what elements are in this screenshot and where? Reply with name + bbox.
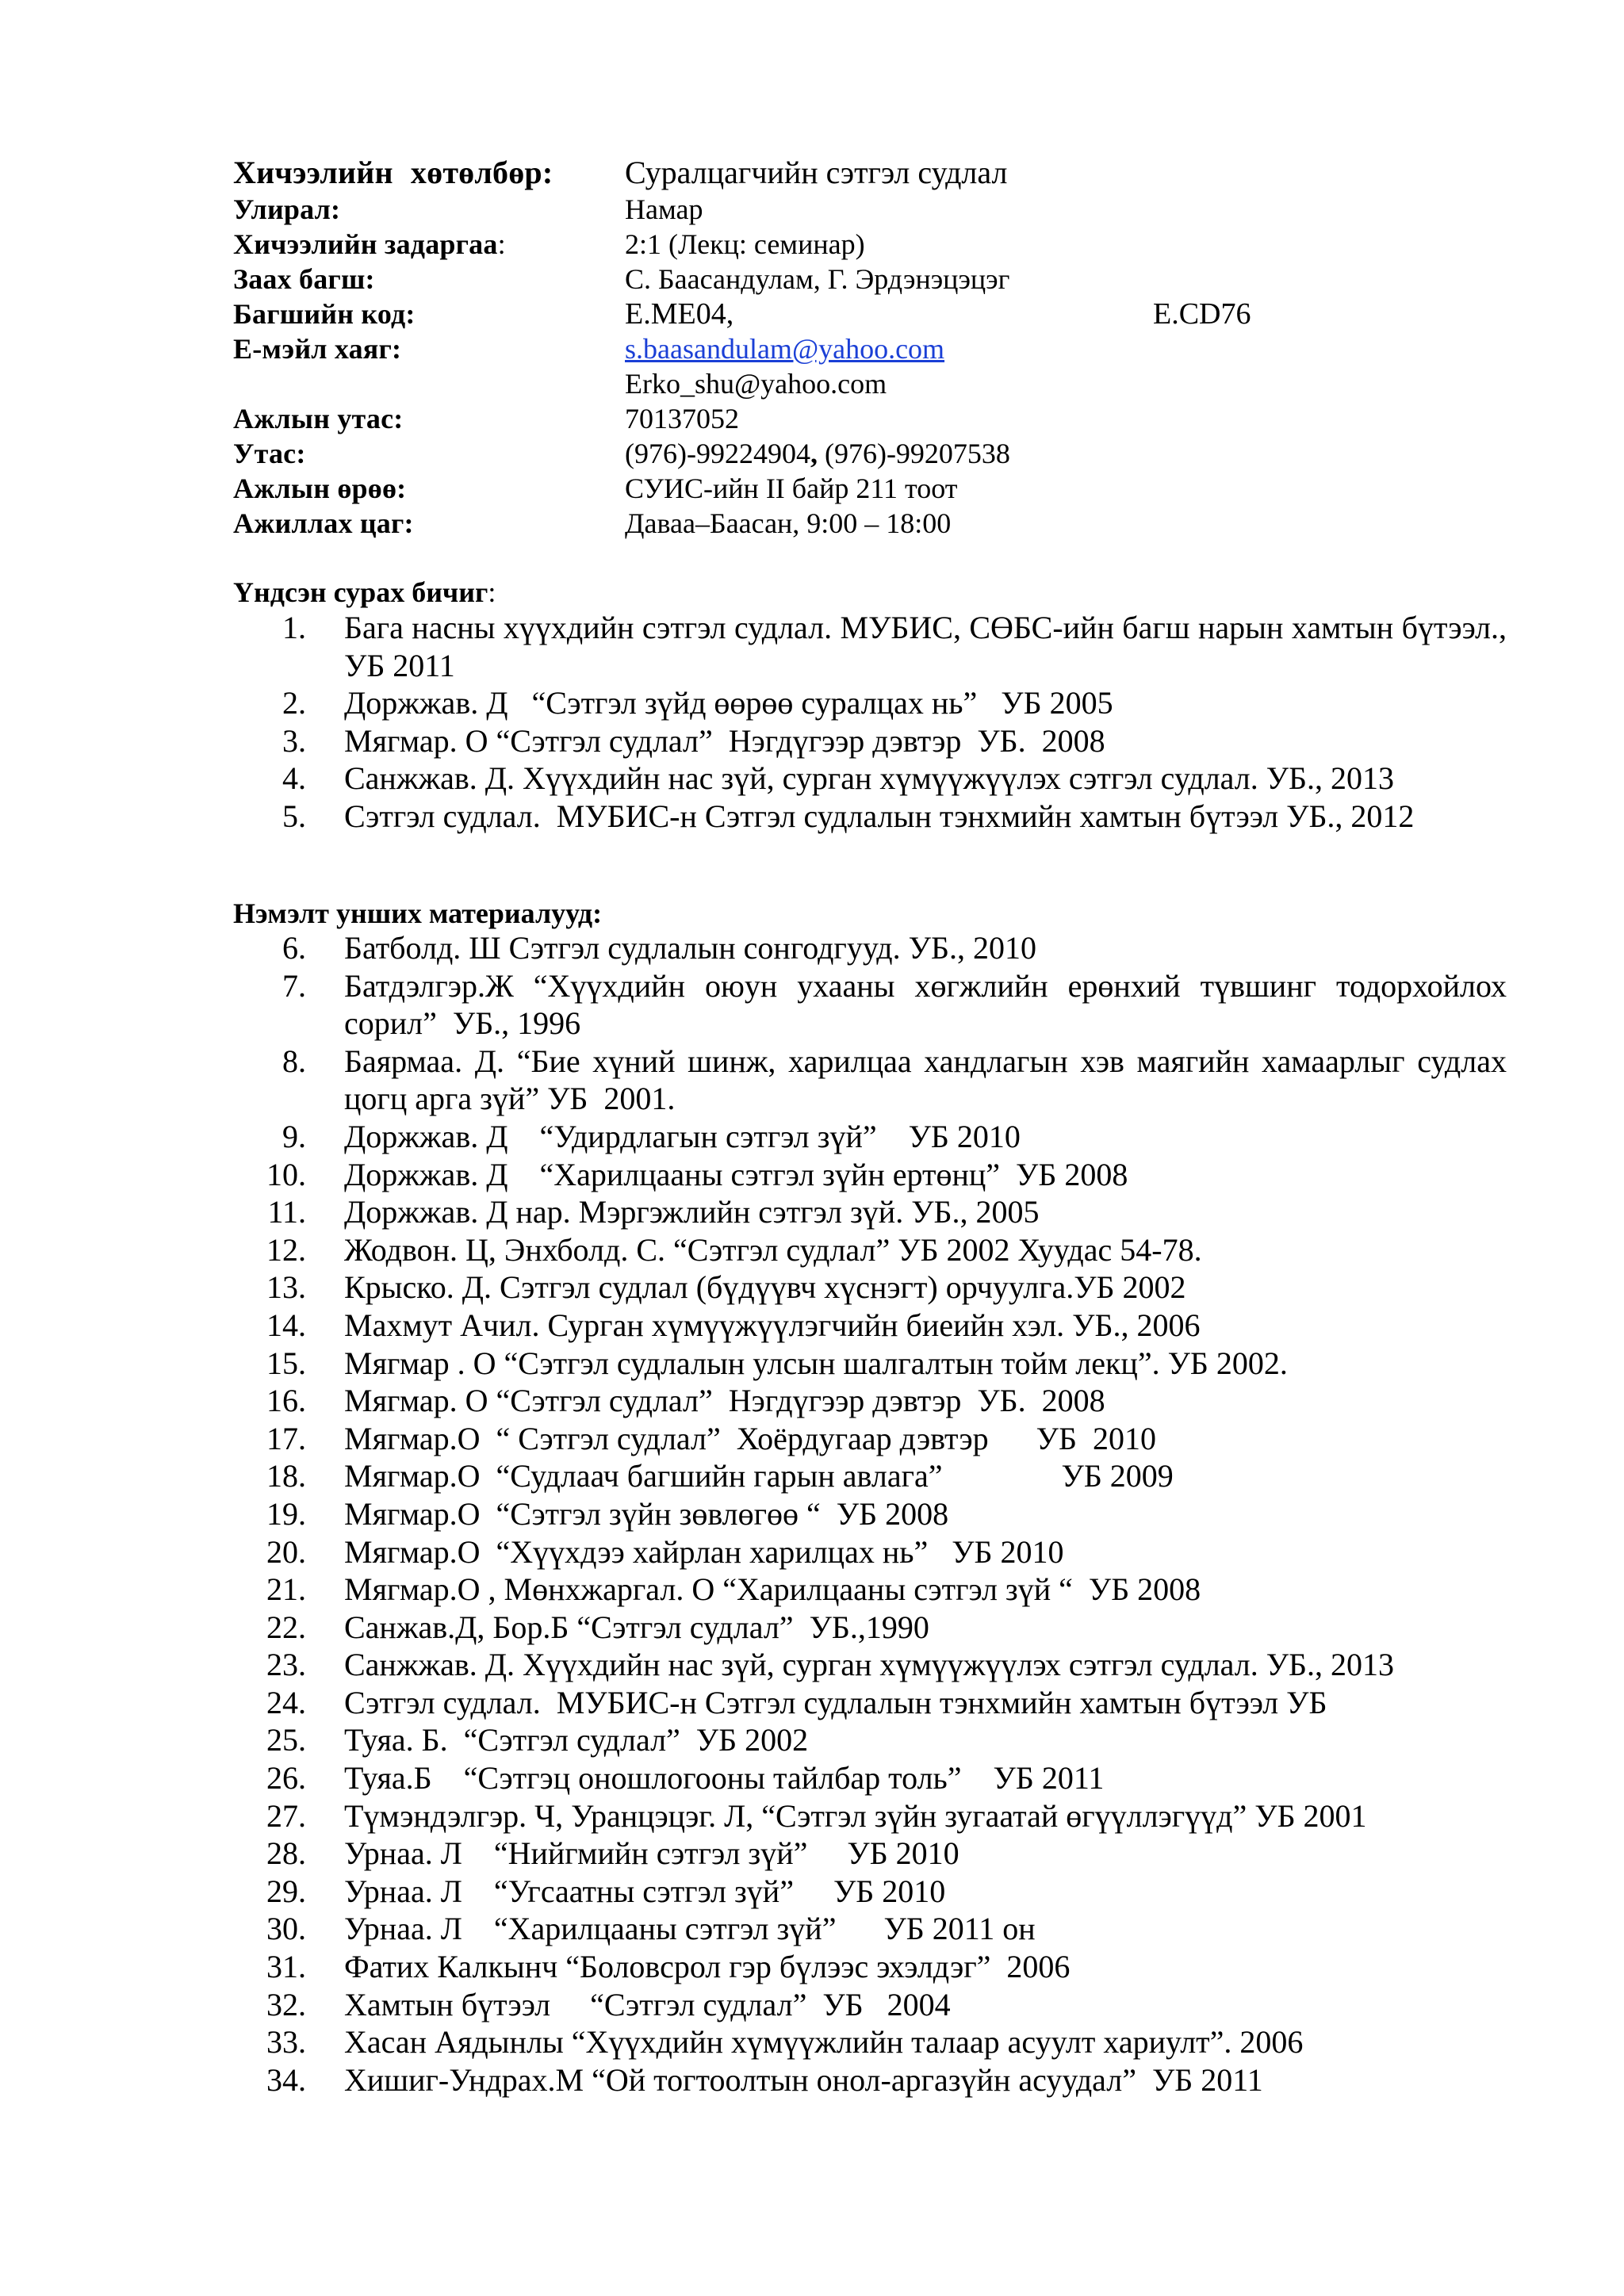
semester-label: Улирал: [233,193,341,225]
list-item-text: Мягмар.О “Хүүхдээ хайрлан харилцах нь” УБ 2010 [344,1533,1064,1570]
list-item [0,684,1624,722]
list-item-number: 31. [266,1949,306,1985]
list-item [0,2023,1624,2061]
list-item-number: 20. [266,1533,306,1570]
list-item-text: Туяа.Б “Сэтгэц оношлогооны тайлбар толь” УБ 2011 [344,1760,1105,1797]
list-item-number: 9. [282,1118,306,1154]
list-item-number: 27. [266,1797,306,1834]
code-value-b: Е.CD76 [1153,297,1251,331]
list-item [0,1231,1624,1269]
list-item [0,967,1624,1043]
main-books-title-text: Үндсэн сурах бичиг [233,576,488,608]
teacher-label: Заах багш: [233,263,375,295]
list-item-number: 21. [266,1571,306,1608]
hours-value: Даваа–Баасан, 9:00 – 18:00 [625,507,952,539]
list-item-number: 16. [266,1383,306,1419]
list-item-text: Бага насны хүүхдийн сэтгэл судлал. МУБИС, СӨБС-ийн багш нарын хамтын бүтээл., УБ 2011 [344,610,1515,683]
list-item-number: 14. [266,1307,306,1343]
list-item-number: 10. [266,1156,306,1192]
office-value: СУИС-ийн II байр 211 тоот [625,473,958,504]
list-item-number: 6. [282,930,306,966]
list-item [0,1495,1624,1533]
list-item-text: Батболд. Ш Сэтгэл судлалын сонгодгууд. УБ., 2010 [344,930,1036,966]
list-item-text: Хишиг-Ундрах.М “Ой тогтоолтын онол-аргазүйн асуудал” УБ 2011 [344,2061,1263,2098]
list-item-text: Батдэлгэр.Ж “Хүүхдийн оюун ухааны хөгжлийн ерөнхий түвшинг тодорхойлох сорил” УБ., 1996 [344,967,1515,1042]
list-item-text: Махмут Ачил. Сурган хүмүүжүүлэгчийн биеийн хэл. УБ., 2006 [344,1307,1201,1343]
list-item-text: Мягмар. О “Сэтгэл судлал” Нэгдүгээр дэвтэр УБ. 2008 [344,722,1105,759]
list-item [0,1345,1624,1383]
program-label: Хичээлийн хөтөлбөр: [233,155,553,190]
list-item-number: 25. [266,1722,306,1758]
list-item-number: 32. [266,1986,306,2022]
list-item-text: Санжжав. Д. Хүүхдийн нас зүй, сурган хүмүүжүүлэх сэтгэл судлал. УБ., 2013 [344,1647,1395,1683]
list-item [0,1307,1624,1345]
list-item [0,1420,1624,1458]
teacher-value: С. Баасандулам, Г. Эрдэнэцэцэг [625,263,1010,295]
extra-reading-title: Нэмэлт унших материалууд: [233,897,603,929]
phone-separator: , [810,438,818,469]
email-label: Е-мэйл хаяг: [233,333,402,365]
list-item-number: 1. [282,610,306,645]
list-item [0,2061,1624,2099]
list-item-number: 26. [266,1760,306,1797]
list-item-number: 28. [266,1835,306,1872]
semester-value: Намар [625,193,703,225]
list-item-number: 13. [266,1269,306,1306]
list-item [0,1156,1624,1194]
list-item-text: Мягмар . О “Сэтгэл судлалын улсын шалгалтын тойм лекц”. УБ 2002. [344,1345,1288,1381]
list-item-text: Мягмар.О “Судлаач багшийн гарын авлага” УБ 2009 [344,1458,1174,1494]
email-value-b: Erko_shu@yahoo.com [625,368,887,400]
list-item-text: Түмэндэлгэр. Ч, Уранцэцэг. Л, “Сэтгэл зүйн зугаатай өгүүллэгүүд” УБ 2001 [344,1797,1367,1834]
list-item [0,1873,1624,1911]
list-item-text: Урнаа. Л “Угсаатны сэтгэл зүй” УБ 2010 [344,1873,946,1909]
list-item-text: Доржжав. Д нар. Мэргэжлийн сэтгэл зүй. УБ., 2005 [344,1194,1040,1230]
list-item-number: 5. [282,798,306,834]
list-item-text: Хасан Аядынлы “Хүүхдийн хүмүүжлийн талаар асуулт хариулт”. 2006 [344,2024,1304,2061]
list-item-text: Баярмаа. Д. “Бие хүний шинж, харилцаа хандлагын хэв маягийн хамаарлыг судлах цогц арга зүй” УБ 2001. [344,1043,1515,1117]
list-item [0,1646,1624,1684]
list-item [0,1043,1624,1118]
list-item-number: 2. [282,685,306,721]
list-item-number: 34. [266,2061,306,2098]
list-item-number: 19. [266,1495,306,1532]
list-item [0,1910,1624,1948]
list-item-text: Урнаа. Л “Нийгмийн сэтгэл зүй” УБ 2010 [344,1835,959,1872]
email-link[interactable]: s.baasandulam@yahoo.com [625,333,945,365]
list-item-text: Фатих Калкынч “Боловсрол гэр бүлээс эхэлдэг” 2006 [344,1949,1071,1985]
list-item [0,798,1624,836]
list-item-number: 7. [282,967,306,1004]
list-item-text: Доржжав. Д “Сэтгэл зүйд өөрөө суралцах нь” УБ 2005 [344,685,1113,721]
list-item [0,1533,1624,1571]
list-item [0,1986,1624,2024]
list-item-text: Урнаа. Л “Харилцааны сэтгэл зүй” УБ 2011 он [344,1911,1036,1947]
list-item [0,929,1624,967]
work-phone-label: Ажлын утас: [233,403,404,434]
list-item [0,1609,1624,1647]
list-item [0,1835,1624,1873]
list-item [0,722,1624,760]
main-books-list [0,609,1624,836]
list-item-text: Жодвон. Ц, Энхболд. С. “Сэтгэл судлал” УБ 2002 Хуудас 54-78. [344,1231,1202,1268]
breakdown-colon: : [497,228,506,260]
breakdown-value: 2:1 (Лекц: семинар) [625,228,865,260]
list-item [0,1948,1624,1986]
list-item [0,1759,1624,1797]
list-item-text: Доржжав. Д “Удирдлагын сэтгэл зүй” УБ 2010 [344,1118,1021,1154]
hours-label: Ажиллах цаг: [233,507,414,539]
code-label: Багшийн код: [233,298,416,330]
list-item-number: 17. [266,1420,306,1456]
list-item-number: 24. [266,1684,306,1720]
extra-reading-list [0,929,1624,2099]
list-item-number: 33. [266,2024,306,2061]
list-item-number: 4. [282,760,306,797]
list-item [0,1457,1624,1495]
phone-value-group [625,436,1010,471]
breakdown-label: Хичээлийн задаргаа [233,228,498,260]
list-item [0,1721,1624,1759]
list-item-text: Туяа. Б. “Сэтгэл судлал” УБ 2002 [344,1722,809,1758]
list-item-number: 8. [282,1043,306,1079]
list-item [0,1382,1624,1420]
list-item-text: Хамтын бүтээл “Сэтгэл судлал” УБ 2004 [344,1986,951,2022]
list-item-number: 30. [266,1911,306,1947]
list-item-number: 3. [282,722,306,759]
list-item-number: 15. [266,1345,306,1381]
list-item-number: 11. [267,1194,306,1230]
list-item-text: Сэтгэл судлал. МУБИС-н Сэтгэл судлалын тэнхмийн хамтын бүтээл УБ., 2012 [344,798,1415,834]
main-books-title-colon: : [488,576,496,608]
program-value: Суралцагчийн сэтгэл судлал [625,155,1008,190]
list-item-text: Мягмар. О “Сэтгэл судлал” Нэгдүгээр дэвтэр УБ. 2008 [344,1383,1105,1419]
list-item [0,760,1624,798]
list-item-text: Мягмар.О , Мөнхжаргал. О “Харилцааны сэтгэл зүй “ УБ 2008 [344,1571,1201,1608]
list-item [0,1193,1624,1231]
list-item [0,1571,1624,1609]
phone-label: Утас: [233,438,306,469]
list-item-text: Мягмар.О “Сэтгэл зүйн зөвлөгөө “ УБ 2008 [344,1495,949,1532]
list-item-text: Крыско. Д. Сэтгэл судлал (бүдүүвч хүснэгт) орчуулга.УБ 2002 [344,1269,1186,1306]
main-books-title [233,576,496,609]
work-phone-value: 70137052 [625,403,739,434]
list-item [0,1684,1624,1722]
list-item-text: Доржжав. Д “Харилцааны сэтгэл зүйн ертөнц” УБ 2008 [344,1156,1128,1192]
list-item-number: 18. [266,1458,306,1494]
list-item-number: 22. [266,1609,306,1645]
list-item-number: 12. [266,1231,306,1268]
breakdown-label-group [233,227,506,262]
list-item [0,1118,1624,1156]
phone-value-a: (976)-99224904 [625,438,810,469]
list-item [0,609,1624,684]
list-item-number: 23. [266,1647,306,1683]
list-item-number: 29. [266,1873,306,1909]
office-label: Ажлын өрөө: [233,473,407,504]
phone-value-b: (976)-99207538 [817,438,1010,469]
code-value-a: Е.МЕ04, [625,297,734,331]
list-item-text: Сэтгэл судлал. МУБИС-н Сэтгэл судлалын тэнхмийн хамтын бүтээл УБ [344,1684,1327,1720]
list-item-text: Санжав.Д, Бор.Б “Сэтгэл судлал” УБ.,1990 [344,1609,929,1645]
list-item-text: Мягмар.О “ Сэтгэл судлал” Хоёрдугаар дэвтэр УБ 2010 [344,1420,1156,1456]
list-item [0,1797,1624,1835]
list-item-text: Санжжав. Д. Хүүхдийн нас зүй, сурган хүмүүжүүлэх сэтгэл судлал. УБ., 2013 [344,760,1395,797]
list-item [0,1269,1624,1307]
